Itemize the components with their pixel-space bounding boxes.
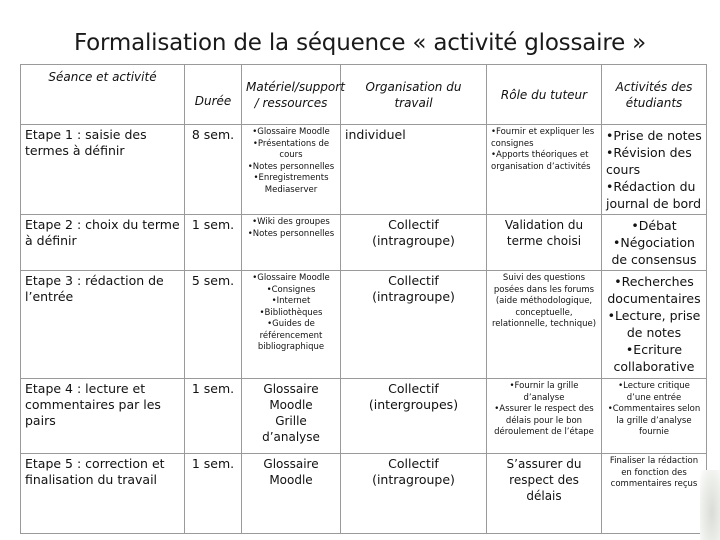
role-cell-item: •Assurer le respect des délais pour le bon déroulement de l’étape <box>494 404 594 437</box>
activites-cell <box>602 454 707 534</box>
materiel-cell-item: •Internet <box>271 296 311 306</box>
header-role: Rôle du tuteur <box>487 65 602 125</box>
materiel-cell-item: •Wiki des groupes <box>252 217 330 227</box>
materiel-cell-item: •Glossaire Moodle <box>252 273 330 283</box>
header-materiel: Matériel/support / ressources <box>242 65 341 125</box>
duree-cell: 1 sem. <box>185 215 242 271</box>
materiel-cell-item: Grille d’analyse <box>262 414 320 444</box>
duree-cell: 1 sem. <box>185 379 242 454</box>
activites-cell-item: •Révision des cours <box>606 145 692 177</box>
materiel-cell-item: •Bibliothèques <box>259 307 323 318</box>
activites-cell <box>602 271 707 379</box>
materiel-cell <box>242 379 341 454</box>
table-row <box>21 125 707 215</box>
activites-cell-item: Finaliser la rédaction en fonction des commentaires reçus <box>609 456 699 489</box>
duree-cell: 5 sem. <box>185 271 242 379</box>
organisation-cell: Collectif (intragroupe) <box>341 454 487 534</box>
activites-cell-item: •Lecture, prise de notes <box>607 308 701 340</box>
activites-cell-item: •Rédaction du journal de bord <box>606 179 702 211</box>
activites-cell-item: •Commentaires selon la grille d’analyse fournie <box>607 404 701 437</box>
role-cell <box>487 125 602 215</box>
activites-cell-item: •Négociation de consensus <box>611 235 697 267</box>
materiel-cell <box>242 215 341 271</box>
activites-cell <box>602 215 707 271</box>
materiel-cell-item: Glossaire Moodle <box>263 457 319 487</box>
role-cell-item: Suivi des questions posées dans les forums (aide méthodologique, conceptuelle, relationnelle, technique) <box>491 273 597 329</box>
activites-cell-item: •Prise de notes <box>606 128 702 143</box>
seance-cell: Etape 3 : rédaction de l’entrée <box>21 271 185 379</box>
organisation-cell: Collectif (intragroupe) <box>341 271 487 379</box>
activites-cell <box>602 125 707 215</box>
activites-cell <box>602 379 707 454</box>
seance-cell: Etape 5 : correction et finalisation du travail <box>21 454 185 534</box>
duree-cell: 8 sem. <box>185 125 242 215</box>
role-cell <box>487 215 602 271</box>
role-cell <box>487 271 602 379</box>
sequence-table <box>20 64 707 534</box>
role-cell-item: •Apports théoriques et organisation d’activités <box>491 150 591 172</box>
activites-cell-item: •Recherches documentaires <box>607 274 701 306</box>
table-row <box>21 379 707 454</box>
duree-cell: 1 sem. <box>185 454 242 534</box>
header-seance: Séance et activité <box>21 65 185 125</box>
header-organisation: Organisation du travail <box>341 65 487 125</box>
role-cell <box>487 454 602 534</box>
header-duree: Durée <box>185 65 242 125</box>
role-cell-item: S’assurer du respect des délais <box>506 457 582 503</box>
materiel-cell-item: •Glossaire Moodle <box>252 127 330 137</box>
materiel-cell-item: •Consignes <box>266 284 316 295</box>
materiel-cell <box>242 454 341 534</box>
activites-cell-item: •Ecriture collaborative <box>613 342 695 374</box>
seance-cell: Etape 1 : saisie des termes à définir <box>21 125 185 215</box>
table-row <box>21 215 707 271</box>
activites-cell-item: •Lecture critique d’une entrée <box>618 381 690 403</box>
materiel-cell <box>242 271 341 379</box>
materiel-cell-item: •Notes personnelles <box>247 161 335 172</box>
organisation-cell: Collectif (intragroupe) <box>341 215 487 271</box>
page-title: Formalisation de la séquence « activité glossaire » <box>73 30 647 56</box>
role-cell-item: •Fournir la grille d’analyse <box>509 381 579 403</box>
organisation-cell: Collectif (intergroupes) <box>341 379 487 454</box>
table-row <box>21 454 707 534</box>
materiel-cell-item: •Enregistrements Mediaserver <box>253 173 329 195</box>
header-row <box>21 65 707 125</box>
organisation-cell: individuel <box>341 125 487 215</box>
role-cell-item: Validation du terme choisi <box>504 218 584 248</box>
materiel-cell-item: •Guides de référencement bibliographique <box>257 319 325 352</box>
materiel-cell-item: Glossaire Moodle <box>263 382 319 412</box>
corner-decoration <box>700 470 720 540</box>
seance-cell: Etape 4 : lecture et commentaires par les pairs <box>21 379 185 454</box>
header-activites: Activités des étudiants <box>602 65 707 125</box>
role-cell-item: •Fournir et expliquer les consignes <box>491 127 595 149</box>
seance-cell: Etape 2 : choix du terme à définir <box>21 215 185 271</box>
role-cell <box>487 379 602 454</box>
materiel-cell-item: •Présentations de cours <box>252 138 330 160</box>
activites-cell-item: •Débat <box>631 218 677 233</box>
table-row <box>21 271 707 379</box>
materiel-cell <box>242 125 341 215</box>
materiel-cell-item: •Notes personnelles <box>247 228 335 239</box>
